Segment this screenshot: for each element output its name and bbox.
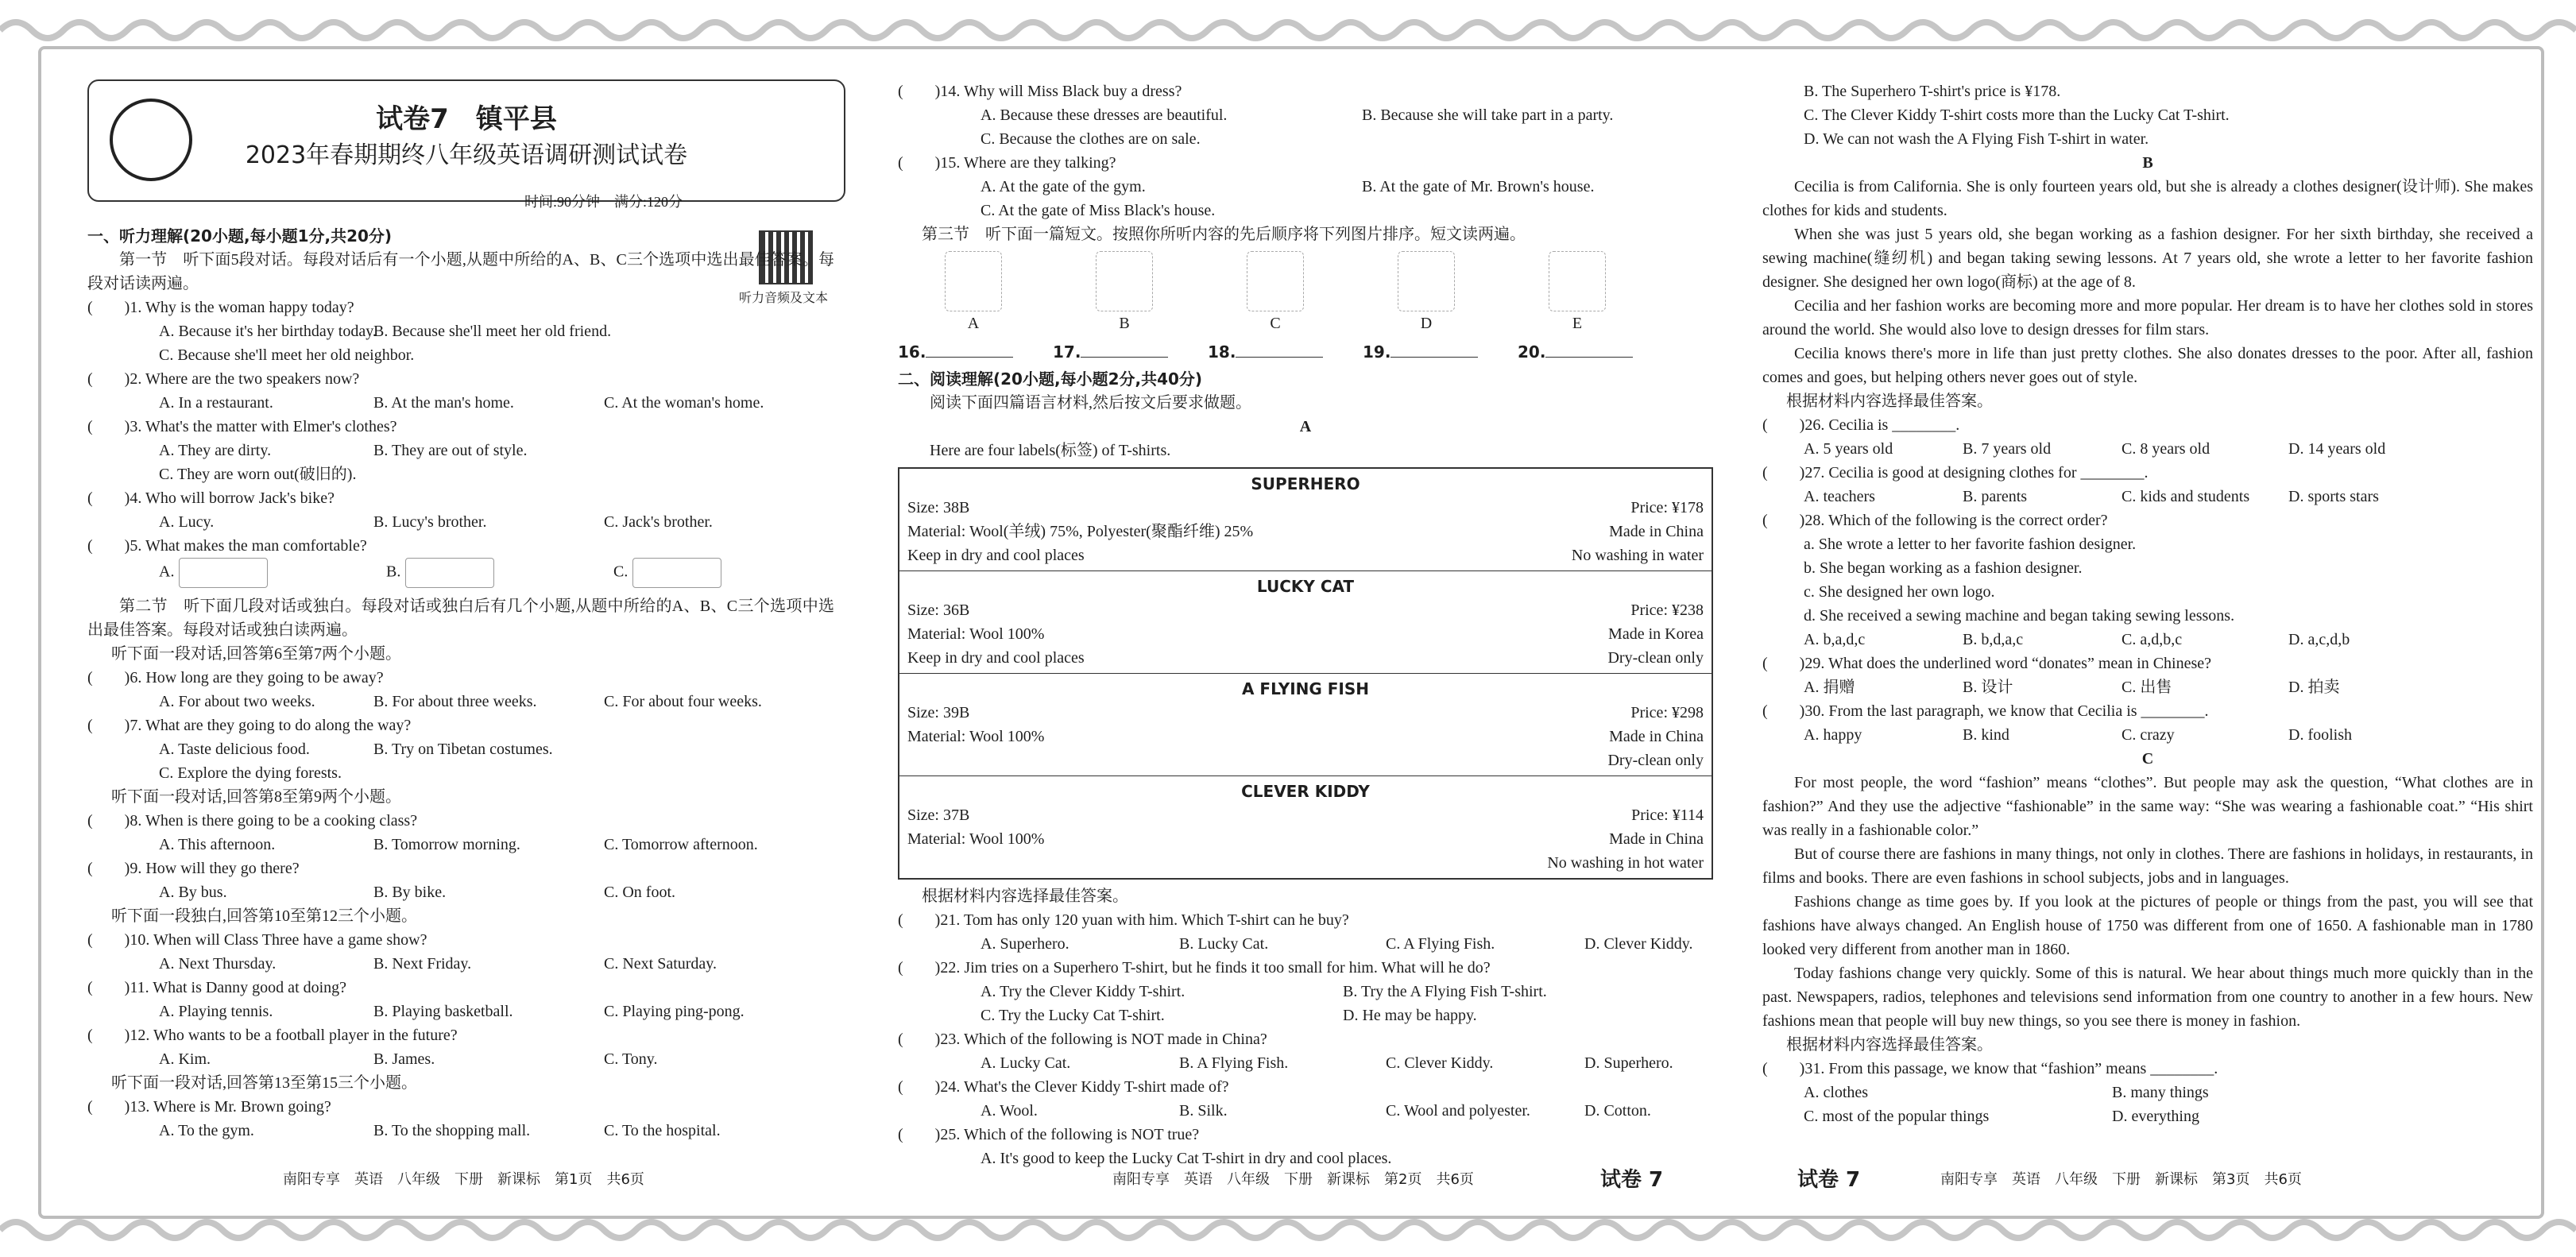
answer-option: B. Silk. [1179, 1102, 1228, 1120]
label-row [907, 622, 1704, 646]
footer-exam-label-left: 试卷 7 [1797, 1168, 1861, 1192]
picture-option [613, 558, 841, 588]
answer-option: A. Lucky Cat. [981, 1054, 1071, 1072]
answer-option: D. Clever Kiddy. [1584, 935, 1693, 953]
paragraph: Cecilia knows there's more in life than just pretty clothes. She also donates dresses to the poor. After all, fashion comes and goes, but helping others never goes out of style. [1762, 345, 2533, 386]
column-page-2 [898, 79, 1713, 1170]
paragraph: 第二节 听下面几段对话或独白。每段对话或独白后有几个小题,从题中所给的A、B、C三个选项中选出最佳答案。每段对话或独白读两遍。 [87, 598, 834, 639]
answer-option: C. a,d,b,c [2122, 631, 2183, 648]
blank-number: 16. [898, 342, 926, 362]
answer-option: A. teachers [1804, 488, 1875, 505]
answer-option: B. For about three weeks. [373, 693, 537, 710]
section-heading: 二、阅读理解(20小题,每小题2分,共40分) [898, 369, 1203, 389]
paragraph: Here are four labels(标签) of T-shirts. [930, 442, 1171, 459]
option-row [87, 880, 834, 904]
label-right: Price: ¥298 [1630, 704, 1704, 721]
option-row [87, 833, 834, 857]
answer-blank[interactable] [898, 340, 1053, 364]
label-left: Keep in dry and cool places [907, 547, 1085, 564]
answer-blank-row [898, 340, 1713, 367]
option-row [898, 980, 1713, 1004]
answer-option: C. On foot. [604, 884, 675, 901]
instruction-text: 听下面一段独白,回答第10至第12三个小题。 [111, 907, 417, 925]
answer-option: C. The Clever Kiddy T-shirt costs more than the Lucky Cat T-shirt. [1804, 106, 2230, 124]
answer-blank[interactable] [1518, 340, 1673, 364]
label-name: LUCKY CAT [1256, 577, 1355, 596]
answer-option: C. Wool and polyester. [1386, 1102, 1530, 1120]
answer-option: B. parents [1963, 488, 2028, 505]
option-row [1762, 103, 2533, 127]
answer-option: B. To the shopping mall. [373, 1122, 531, 1139]
label-right: Price: ¥114 [1631, 806, 1704, 824]
option-letter: C. [613, 563, 629, 581]
instruction-text: 听下面一段对话,回答第13至第15三个小题。 [111, 1074, 417, 1092]
label-right: Made in China [1609, 728, 1704, 745]
picture-option [386, 558, 613, 588]
label-left: Material: Wool(羊绒) 75%, Polyester(聚酯纤维) 25% [907, 523, 1254, 540]
label-left: Size: 39B [907, 704, 970, 721]
answer-option: b. She began working as a fashion designer. [1804, 559, 2083, 577]
answer-option: C. Jack's brother. [604, 513, 713, 531]
answer-option: C. At the woman's home. [604, 394, 764, 412]
boy-cycling-icon [1398, 251, 1455, 311]
option-row [1762, 79, 2533, 103]
blank-number: 20. [1518, 342, 1546, 362]
option-row [87, 391, 834, 415]
answer-option: A. Because these dresses are beautiful. [981, 106, 1228, 124]
answer-option: A. Because it's her birthday today. [159, 323, 377, 340]
picture-item [1351, 251, 1502, 335]
paragraph: For most people, the word “fashion” means “clothes”. But people may ask the question, “What clothes are in fashion?” And they use the adjective “fashionable” in the same way: “She was wearing a fashionable coat.” “His shirt was really in a fashionable color.” [1762, 774, 2533, 839]
option-row [1762, 532, 2533, 556]
answer-option: B. Tomorrow morning. [373, 836, 520, 853]
answer-blank[interactable] [1208, 340, 1363, 364]
label-row [907, 646, 1704, 670]
passage-letter: A [1299, 418, 1312, 435]
option-row [87, 1000, 834, 1023]
blank-line [1081, 357, 1168, 358]
option-row [87, 510, 834, 534]
reading-a-questions [898, 884, 1713, 1170]
answer-option: d. She received a sewing machine and began taking sewing lessons. [1804, 607, 2235, 625]
answer-option: C. 出售 [2122, 679, 2172, 696]
exam-header [87, 79, 845, 202]
answer-option: A. Next Thursday. [159, 955, 277, 973]
answer-option: A. Kim. [159, 1050, 211, 1068]
top-wave-border [0, 14, 2576, 46]
passage-letter: C [2141, 750, 2154, 768]
picture-letter: B [1119, 315, 1130, 332]
option-row [87, 761, 834, 785]
passage-letter: B [2142, 154, 2153, 172]
blank-number: 17. [1053, 342, 1081, 362]
question-stem: ( )9. How will they go there? [87, 860, 300, 877]
answer-option: C. A Flying Fish. [1386, 935, 1495, 953]
answer-option: c. She designed her own logo. [1804, 583, 1995, 601]
answer-option: C. At the gate of Miss Black's house. [981, 202, 1216, 219]
label-right: Made in Korea [1608, 625, 1704, 643]
question-stem: ( )10. When will Class Three have a game show? [87, 931, 427, 949]
option-row [1762, 127, 2533, 151]
label-row [907, 496, 1704, 520]
option-row [1762, 675, 2533, 699]
picture-letter: C [1270, 315, 1281, 332]
question-stem: ( )15. Where are they talking? [898, 154, 1116, 172]
answer-option: C. Explore the dying forests. [159, 764, 342, 782]
picture-letter: E [1572, 315, 1583, 332]
footer-page-2: 南阳专享 英语 八年级 下册 新课标 第2页 共6页 [1112, 1171, 1474, 1188]
answer-option: C. Tony. [604, 1050, 658, 1068]
label-name: SUPERHERO [1251, 474, 1360, 493]
answer-option: B. At the man's home. [373, 394, 514, 412]
question-stem: ( )2. Where are the two speakers now? [87, 370, 360, 388]
qr-label: 听力音频及文本 [739, 290, 829, 305]
answer-option: A. By bus. [159, 884, 227, 901]
paragraph: Today fashions change very quickly. Some of this is natural. We hear about things much more quickly than in the past. Newspapers, radios, telephones and televisions send information from one country to another in a few hours. New fashions mean that people will buy new things, so you see there is money in fashion. [1762, 965, 2533, 1030]
answer-option: B. A Flying Fish. [1179, 1054, 1289, 1072]
answer-option: D. sports stars [2288, 488, 2379, 505]
picture-letter: D [1420, 315, 1433, 332]
option-row [898, 175, 1713, 199]
label-right: Made in China [1609, 523, 1704, 540]
bicycle-icon [179, 558, 268, 588]
answer-option: A. This afternoon. [159, 836, 276, 853]
bottom-wave-border [0, 1214, 2576, 1246]
answer-option: B. Try the A Flying Fish T-shirt. [1343, 983, 1547, 1000]
answer-option: B. b,d,a,c [1963, 631, 2024, 648]
answer-option: A. 5 years old [1804, 440, 1893, 458]
answer-option: D. Cotton. [1584, 1102, 1651, 1120]
answer-option: A. 捐赠 [1804, 679, 1855, 696]
blank-line [1390, 357, 1478, 358]
answer-option: D. Superhero. [1584, 1054, 1673, 1072]
label-right: No washing in hot water [1547, 854, 1704, 872]
answer-option: C. To the hospital. [604, 1122, 721, 1139]
answer-option: C. 8 years old [2122, 440, 2210, 458]
answer-option: B. many things [2112, 1084, 2209, 1101]
answer-option: D. He may be happy. [1343, 1007, 1477, 1024]
exam-subtitle: 2023年春期期终八年级英语调研测试试卷 [245, 141, 688, 169]
option-row [87, 737, 834, 761]
car-icon [632, 558, 721, 588]
footer-exam-label-right: 试卷 7 [1600, 1168, 1664, 1192]
answer-option: D. a,c,d,b [2288, 631, 2350, 648]
answer-option: D. foolish [2288, 726, 2352, 744]
label-row [907, 520, 1704, 543]
tshirt-labels-table [898, 467, 1713, 880]
answer-option: A. Playing tennis. [159, 1003, 273, 1020]
option-row [898, 1099, 1713, 1123]
label-right: Dry-clean only [1607, 649, 1704, 667]
answer-option: B. The Superhero T-shirt's price is ¥178. [1804, 83, 2061, 100]
answer-option: A. To the gym. [159, 1122, 254, 1139]
answer-option: C. Tomorrow afternoon. [604, 836, 758, 853]
label-left: Size: 36B [907, 601, 970, 619]
question-stem: ( )21. Tom has only 120 yuan with him. Which T-shirt can he buy? [898, 911, 1349, 929]
answer-option: A. In a restaurant. [159, 394, 273, 412]
answer-option: B. Because she will take part in a party. [1362, 106, 1614, 124]
blank-line [1236, 357, 1323, 358]
answer-option: D. We can not wash the A Flying Fish T-shirt in water. [1804, 130, 2149, 148]
answer-option: A. It's good to keep the Lucky Cat T-shirt in dry and cool places. [981, 1150, 1392, 1167]
option-row [898, 103, 1713, 127]
instruction-text: 第三节 听下面一篇短文。按照你所听内容的先后顺序将下列图片排序。短文读两遍。 [922, 226, 1526, 243]
answer-option: B. Next Friday. [373, 955, 472, 973]
label-row [907, 803, 1704, 827]
label-right: Made in China [1609, 830, 1704, 848]
question-stem: ( )3. What's the matter with Elmer's clothes? [87, 418, 397, 435]
option-row [1762, 604, 2533, 628]
picture-option [159, 558, 386, 588]
question-stem: ( )8. When is there going to be a cooking class? [87, 812, 418, 830]
option-row [1762, 723, 2533, 747]
answer-blank[interactable] [1363, 340, 1518, 364]
option-letter: B. [386, 563, 401, 581]
picture-row [898, 246, 1713, 340]
option-row [1762, 485, 2533, 509]
question-stem: ( )22. Jim tries on a Superhero T-shirt, but he finds it too small for him. What will he do? [898, 959, 1491, 977]
paragraph: 阅读下面四篇语言材料,然后按文后要求做题。 [930, 394, 1251, 412]
answer-blank[interactable] [1053, 340, 1208, 364]
option-row [1762, 580, 2533, 604]
answer-option: A. Lucy. [159, 513, 215, 531]
tshirt-label [899, 469, 1712, 570]
option-row [87, 690, 834, 714]
question-stem: ( )23. Which of the following is NOT made in China? [898, 1031, 1267, 1048]
answer-option: B. James. [373, 1050, 435, 1068]
answer-option: C. most of the popular things [1804, 1108, 1990, 1125]
question-stem: ( )11. What is Danny good at doing? [87, 979, 347, 996]
answer-option: B. 7 years old [1963, 440, 2052, 458]
label-right: No washing in water [1571, 547, 1704, 564]
boy-walking-icon [945, 251, 1002, 311]
question-stem: ( )27. Cecilia is good at designing clothes for ________. [1762, 464, 2149, 482]
option-row [898, 199, 1713, 222]
paragraph: But of course there are fashions in many things, not only in clothes. There are fashions in holidays, in restaurants, in films and books. There are even fashions in school subjects, jobs and in languages. [1762, 845, 2533, 887]
option-row [898, 1004, 1713, 1027]
question-stem: ( )25. Which of the following is NOT true? [898, 1126, 1200, 1143]
question-stem: ( )13. Where is Mr. Brown going? [87, 1098, 331, 1116]
label-left: Material: Wool 100% [907, 728, 1045, 745]
answer-option: B. At the gate of Mr. Brown's house. [1362, 178, 1595, 195]
blank-number: 18. [1208, 342, 1236, 362]
label-right: Dry-clean only [1607, 752, 1704, 769]
label-row [907, 725, 1704, 748]
answer-option: D. 拍卖 [2288, 679, 2340, 696]
answer-option: B. By bike. [373, 884, 447, 901]
answer-option: D. 14 years old [2288, 440, 2386, 458]
picture-item [1502, 251, 1653, 335]
question-stem: ( )24. What's the Clever Kiddy T-shirt made of? [898, 1078, 1229, 1096]
question-stem: ( )7. What are they going to do along the way? [87, 717, 412, 734]
label-row [907, 827, 1704, 851]
answer-option: C. Because she'll meet her old neighbor. [159, 346, 415, 364]
paragraph: Fashions change as time goes by. If you look at the pictures of people or things from the past, you will see that fashions have always changed. An English house of 1750 was different from one of 1650. A fashionable man in 1780 looked very different from another man in 1860. [1762, 893, 2533, 958]
label-right: Price: ¥178 [1630, 499, 1704, 516]
question-stem: ( )28. Which of the following is the correct order? [1762, 512, 2108, 529]
label-name: A FLYING FISH [1241, 679, 1370, 698]
paragraph: Cecilia is from California. She is only fourteen years old, but she is already a clothes designer(设计师). She makes clothes for kids and students. [1762, 178, 2533, 219]
listening-continued [898, 79, 1713, 246]
option-letter: A. [159, 563, 175, 581]
option-row [898, 1147, 1713, 1170]
answer-option: A. For about two weeks. [159, 693, 315, 710]
answer-option: B. 设计 [1963, 679, 2013, 696]
answer-option: C. kids and students [2122, 488, 2250, 505]
milk-bread-icon [1247, 251, 1304, 311]
answer-option: C. Because the clothes are on sale. [981, 130, 1201, 148]
paragraph: When she was just 5 years old, she began working as a fashion designer. For her sixth birthday, she received a sewing machine(缝纫机) and began taking sewing lessons. At 7 years old, she wrote a letter to her favorite fashion designer. She designed her own logo(商标) at the age of 8. [1762, 226, 2533, 291]
question-stem: ( )26. Cecilia is ________. [1762, 416, 1960, 434]
option-row [1762, 1081, 2533, 1104]
label-row [907, 598, 1704, 622]
option-row [87, 1119, 834, 1143]
option-row [87, 343, 834, 367]
answer-option: C. Clever Kiddy. [1386, 1054, 1494, 1072]
question-stem: ( )12. Who wants to be a football player in the future? [87, 1027, 458, 1044]
label-left: Size: 38B [907, 499, 970, 516]
answer-option: A. Superhero. [981, 935, 1069, 953]
picture-item [1200, 251, 1351, 335]
answer-option: A. At the gate of the gym. [981, 178, 1146, 195]
option-row [1762, 437, 2533, 461]
label-row [907, 543, 1704, 567]
answer-option: B. Playing basketball. [373, 1003, 513, 1020]
exam-title: 试卷7 镇平县 [376, 103, 557, 135]
option-row [87, 319, 834, 343]
answer-option: A. clothes [1804, 1084, 1869, 1101]
instruction-text: 根据材料内容选择最佳答案。 [1786, 393, 1993, 410]
answer-option: C. Try the Lucky Cat T-shirt. [981, 1007, 1165, 1024]
option-row [87, 1047, 834, 1071]
answer-option: A. b,a,d,c [1804, 631, 1866, 648]
question-stem: ( )5. What makes the man comfortable? [87, 537, 367, 555]
label-left: Keep in dry and cool places [907, 649, 1085, 667]
question-stem: ( )14. Why will Miss Black buy a dress? [898, 83, 1182, 100]
option-row [898, 1051, 1713, 1075]
instruction-text: 听下面一段对话,回答第6至第7两个小题。 [111, 645, 401, 663]
footer-page-1: 南阳专享 英语 八年级 下册 新课标 第1页 共6页 [283, 1171, 644, 1188]
answer-option: D. everything [2112, 1108, 2199, 1125]
column-page-3 [1762, 79, 2533, 1128]
answer-option: B. Try on Tibetan costumes. [373, 741, 553, 758]
option-row [87, 439, 834, 462]
option-row [87, 952, 834, 976]
answer-option: B. Because she'll meet her old friend. [373, 323, 612, 340]
answer-option: C. They are worn out(破旧的). [159, 466, 357, 483]
option-row [898, 127, 1713, 151]
answer-option: B. Lucy's brother. [373, 513, 487, 531]
answer-option: A. Wool. [981, 1102, 1038, 1120]
answer-option: A. Try the Clever Kiddy T-shirt. [981, 983, 1186, 1000]
answer-option: A. They are dirty. [159, 442, 272, 459]
label-name: CLEVER KIDDY [1241, 782, 1370, 801]
instruction-text: 根据材料内容选择最佳答案。 [1786, 1036, 1993, 1054]
question-stem: ( )6. How long are they going to be away? [87, 669, 384, 687]
label-right: Price: ¥238 [1630, 601, 1704, 619]
option-row [87, 462, 834, 486]
tshirt-label [899, 775, 1712, 878]
option-row [1762, 556, 2533, 580]
instruction-text: 听下面一段对话,回答第8至第9两个小题。 [111, 788, 401, 806]
exam-meta: 时间:90分钟 满分:120分 [524, 194, 683, 210]
label-left: Material: Wool 100% [907, 625, 1045, 643]
question-stem: ( )31. From this passage, we know that “fashion” means ________. [1762, 1060, 2218, 1077]
train-icon [405, 558, 494, 588]
picture-item [1049, 251, 1200, 335]
boy-running-icon [1096, 251, 1153, 311]
picture-letter: A [967, 315, 980, 332]
column-page-1 [87, 224, 834, 1143]
answer-option: A. happy [1804, 726, 1862, 744]
answer-option: a. She wrote a letter to her favorite fashion designer. [1804, 536, 2137, 553]
label-left: Size: 37B [907, 806, 970, 824]
answer-option: B. kind [1963, 726, 2009, 744]
label-row [907, 748, 1704, 772]
answer-option: B. They are out of style. [373, 442, 528, 459]
reading-intro [898, 367, 1713, 462]
tshirt-label [899, 673, 1712, 775]
answer-option: C. Next Saturday. [604, 955, 717, 973]
paragraph: 第一节 听下面5段对话。每段对话后有一个小题,从题中所给的A、B、C三个选项中选出最佳答案。每段对话读两遍。 [87, 251, 834, 292]
instruction-text: 根据材料内容选择最佳答案。 [922, 888, 1128, 905]
label-left: Material: Wool 100% [907, 830, 1045, 848]
option-row [1762, 1104, 2533, 1128]
answer-option: A. Taste delicious food. [159, 741, 310, 758]
answer-option: C. Playing ping-pong. [604, 1003, 745, 1020]
picture-item [898, 251, 1049, 335]
question-stem: ( )30. From the last paragraph, we know that Cecilia is ________. [1762, 702, 2209, 720]
question-stem: ( )29. What does the underlined word “donates” mean in Chinese? [1762, 655, 2212, 672]
answer-option: B. Lucky Cat. [1179, 935, 1269, 953]
footer-page-3: 南阳专享 英语 八年级 下册 新课标 第3页 共6页 [1940, 1171, 2302, 1188]
blank-line [926, 357, 1013, 358]
answer-option: C. For about four weeks. [604, 693, 762, 710]
boy-walking-dog-icon [1549, 251, 1606, 311]
picture-options [87, 558, 834, 594]
label-row [907, 851, 1704, 875]
blank-line [1545, 357, 1633, 358]
answer-option: C. crazy [2122, 726, 2175, 744]
label-row [907, 701, 1704, 725]
tshirt-label [899, 570, 1712, 673]
paragraph: Cecilia and her fashion works are becoming more and more popular. Her dream is to have her clothes sold in stores around the world. She would also love to design dresses for film stars. [1762, 297, 2533, 338]
question-stem: ( )4. Who will borrow Jack's bike? [87, 489, 335, 507]
option-row [1762, 628, 2533, 652]
question-stem: ( )1. Why is the woman happy today? [87, 299, 354, 316]
section-heading: 一、听力理解(20小题,每小题1分,共20分) [87, 226, 393, 246]
option-row [898, 932, 1713, 956]
blank-number: 19. [1363, 342, 1391, 362]
